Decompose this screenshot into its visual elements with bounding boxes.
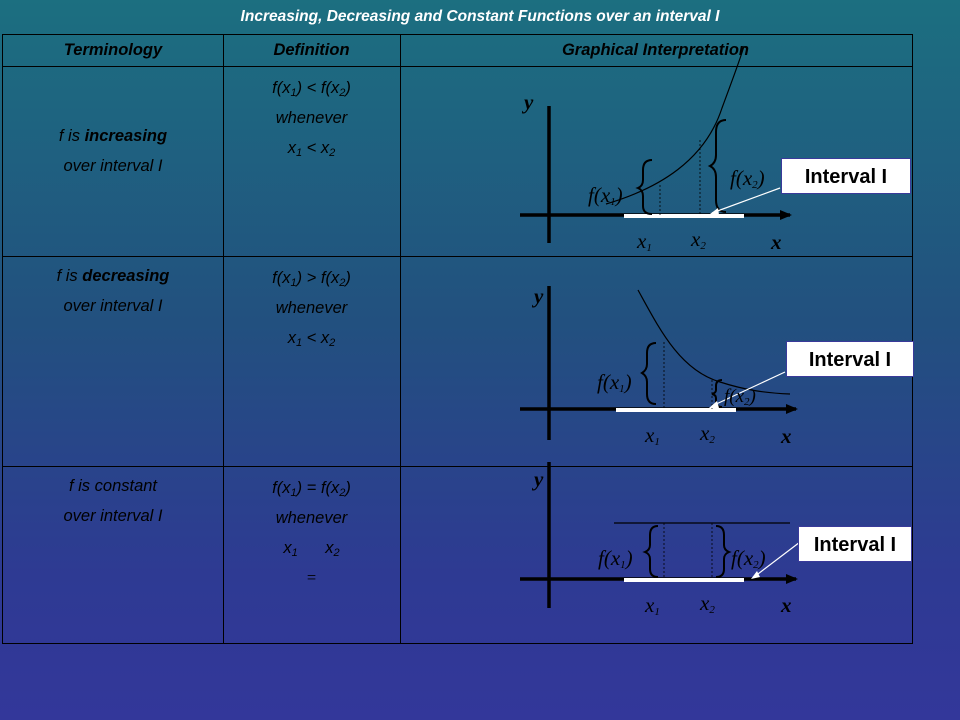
definition-constant: $f(x_1) = f(x_2)$ whenever $x_1$ $x_2$ = bbox=[272, 479, 351, 587]
brace-fx2 bbox=[716, 526, 729, 577]
x2-label: $x_2$ bbox=[700, 591, 715, 616]
fx2-label: $f(x_2)$ bbox=[731, 546, 766, 571]
increasing-curve bbox=[606, 46, 744, 204]
x2-label: $x_2$ bbox=[691, 227, 706, 252]
interval-callout: Interval I bbox=[781, 158, 911, 194]
brace-fx1 bbox=[645, 526, 658, 577]
x-axis-label: x bbox=[771, 230, 782, 254]
graph-decreasing bbox=[520, 286, 798, 440]
definition-increasing: $f(x_1) < f(x_2)$ whenever $x_1 < x_2$ bbox=[272, 79, 351, 159]
y-axis-label: y bbox=[534, 467, 544, 491]
graph-increasing bbox=[520, 46, 792, 243]
graph-constant bbox=[520, 462, 800, 608]
fx1-label: $f(x_1)$ bbox=[597, 370, 632, 395]
x2-label: $x_2$ bbox=[700, 421, 715, 446]
brace-fx2 bbox=[710, 120, 726, 212]
x-axis-arrow bbox=[786, 574, 798, 584]
fx1-label: $f(x_1)$ bbox=[598, 546, 633, 571]
x1-label: $x_1$ bbox=[645, 423, 660, 448]
definition-decreasing: $f(x_1) > f(x_2)$ whenever $x_1 < x_2$ bbox=[272, 269, 351, 349]
interval-callout: Interval I bbox=[786, 341, 914, 377]
x-axis-arrow bbox=[786, 404, 798, 414]
term-decreasing: f is decreasing over interval I bbox=[56, 267, 170, 315]
x1-label: $x_1$ bbox=[645, 593, 660, 618]
y-axis-label: y bbox=[524, 90, 534, 114]
x-axis-label: x bbox=[781, 424, 792, 448]
term-increasing: f is increasing over interval I bbox=[58, 127, 168, 175]
header-terminology: Terminology bbox=[63, 41, 163, 59]
x1-label: $x_1$ bbox=[637, 229, 652, 254]
brace-fx1 bbox=[642, 343, 656, 404]
fx2-label: $f(x_2)$ bbox=[730, 166, 765, 191]
term-constant: f is constant over interval I bbox=[63, 477, 163, 525]
page-title: Increasing, Decreasing and Constant Functions over an interval I bbox=[240, 8, 720, 25]
callout-pointer-head bbox=[709, 401, 719, 408]
callout-pointer bbox=[712, 188, 780, 213]
decreasing-curve bbox=[638, 290, 790, 394]
header-graphical: Graphical Interpretation bbox=[561, 41, 750, 59]
interval-callout: Interval I bbox=[798, 526, 912, 562]
x-axis-label: x bbox=[781, 593, 792, 617]
x-axis-arrow bbox=[780, 210, 792, 220]
y-axis-label: y bbox=[534, 284, 544, 308]
fx2-label: $f(x_2)$ bbox=[724, 386, 756, 408]
fx1-label: $f(x_1)$ bbox=[588, 183, 623, 208]
header-definition: Definition bbox=[273, 41, 350, 59]
callout-pointer-head bbox=[710, 208, 719, 215]
